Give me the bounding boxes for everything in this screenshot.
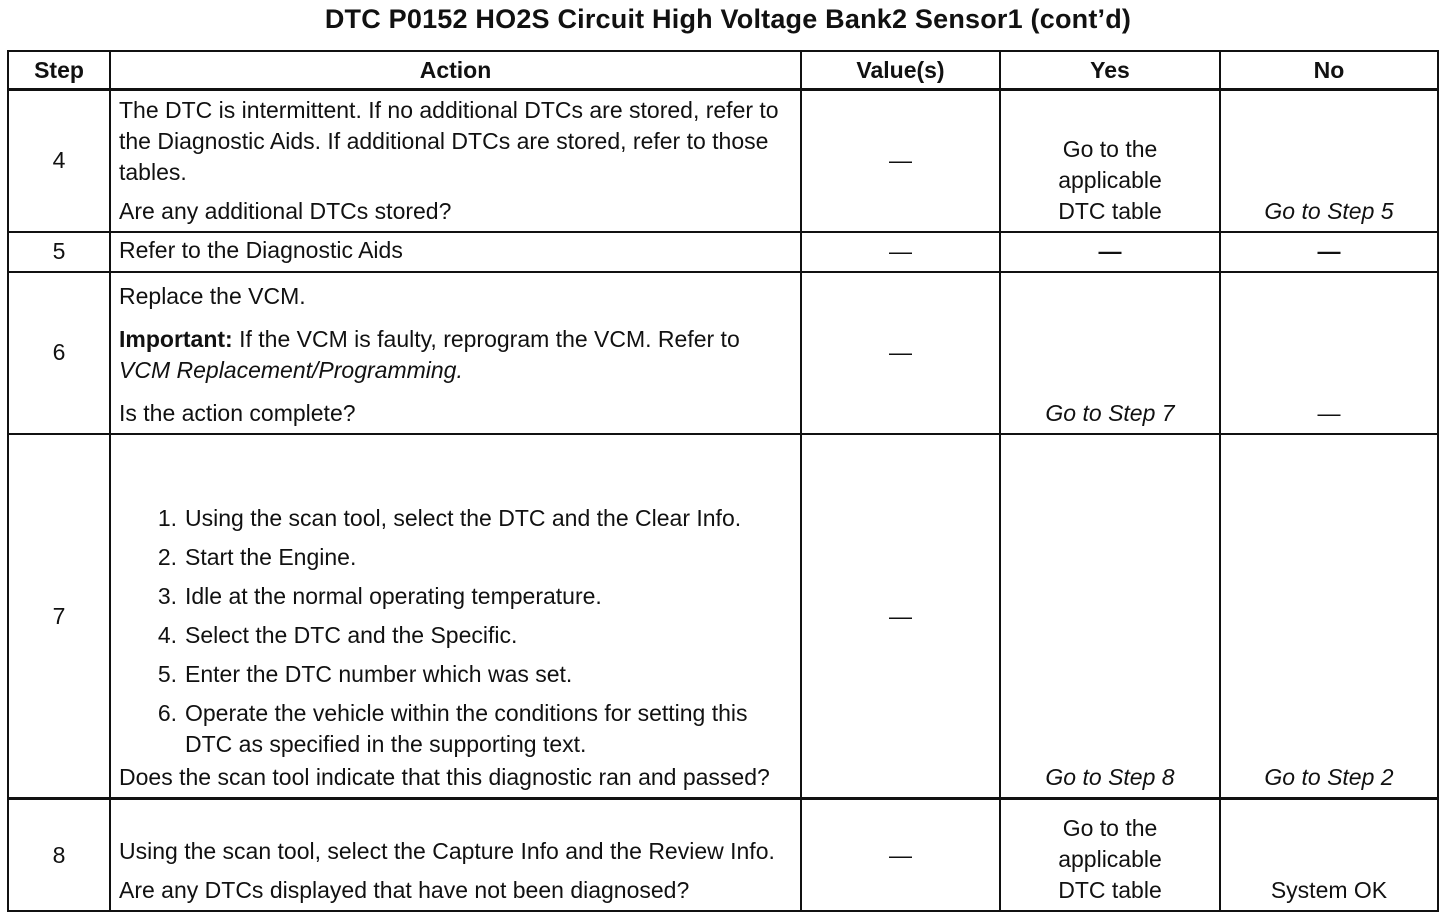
action-question: Are any additional DTCs stored?	[119, 197, 452, 224]
step-number: 4	[8, 90, 110, 232]
table-row-step-8	[8, 799, 1438, 911]
values-cell: —	[801, 272, 1000, 434]
action-cell	[110, 799, 801, 911]
action-question: Are any DTCs displayed that have not been diagnosed?	[119, 877, 690, 903]
procedure-item: 6. Operate the vehicle within the conditions for setting this DTC as specified in the supporting text.	[157, 700, 748, 758]
yes-cell: Go to the applicable DTC table	[1000, 90, 1220, 232]
procedure-item: 2. Start the Engine.	[157, 544, 357, 571]
important-label: Important:	[119, 325, 233, 352]
action-question: Does the scan tool indicate that this diagnostic ran and passed?	[119, 764, 770, 791]
important-note	[119, 324, 792, 386]
page-title: DTC P0152 HO2S Circuit High Voltage Bank2 Sensor1 (cont’d)	[324, 4, 1132, 34]
yes-cell: —	[1000, 232, 1220, 272]
yes-cell: Go to Step 8	[1000, 434, 1220, 799]
diagnostic-table	[7, 50, 1439, 912]
action-text: Replace the VCM.	[119, 282, 306, 309]
action-cell	[110, 90, 801, 232]
table-row-step-7	[8, 434, 1438, 799]
table-row-step-6	[8, 272, 1438, 434]
no-cell: —	[1220, 232, 1438, 272]
action-cell	[110, 272, 801, 434]
values-cell: —	[801, 232, 1000, 272]
step-number: 6	[8, 272, 110, 434]
action-text: The DTC is intermittent. If no additional DTCs are stored, refer to the Diagnostic Aids. If additional DTCs are stored, refer to those tables.	[119, 96, 779, 185]
yes-cell: Go to the applicable DTC table	[1000, 799, 1220, 911]
table-header-row	[8, 51, 1438, 90]
values-cell: —	[801, 434, 1000, 799]
header-no: No	[1220, 51, 1438, 90]
table-row-step-5	[8, 232, 1438, 272]
values-cell: —	[801, 799, 1000, 911]
action-text: Using the scan tool, select the Capture Info and the Review Info.	[119, 838, 775, 864]
important-text: If the VCM is faulty, reprogram the VCM. Refer to	[232, 325, 740, 352]
header-step: Step	[8, 51, 110, 90]
step-number: 5	[8, 232, 110, 272]
step-number: 7	[8, 434, 110, 799]
header-yes: Yes	[1000, 51, 1220, 90]
values-cell: —	[801, 90, 1000, 232]
procedure-item: 1. Using the scan tool, select the DTC and the Clear Info.	[157, 505, 742, 532]
important-reference: VCM Replacement/Programming.	[119, 356, 463, 383]
table-row-step-4	[8, 90, 1438, 232]
header-values: Value(s)	[801, 51, 1000, 90]
no-cell: System OK	[1220, 799, 1438, 911]
step-number: 8	[8, 799, 110, 911]
yes-cell: Go to Step 7	[1000, 272, 1220, 434]
header-action: Action	[110, 51, 801, 90]
no-cell: Go to Step 5	[1220, 90, 1438, 232]
action-text: Refer to the Diagnostic Aids	[119, 237, 403, 264]
procedure-item: 5. Enter the DTC number which was set.	[157, 661, 573, 688]
procedure-item: 4. Select the DTC and the Specific.	[157, 622, 518, 649]
procedure-list	[119, 503, 792, 760]
no-cell: —	[1220, 272, 1438, 434]
action-question: Is the action complete?	[119, 399, 356, 426]
action-cell	[110, 434, 801, 799]
procedure-item: 3. Idle at the normal operating temperature.	[157, 583, 602, 610]
action-cell	[110, 232, 801, 272]
no-cell: Go to Step 2	[1220, 434, 1438, 799]
